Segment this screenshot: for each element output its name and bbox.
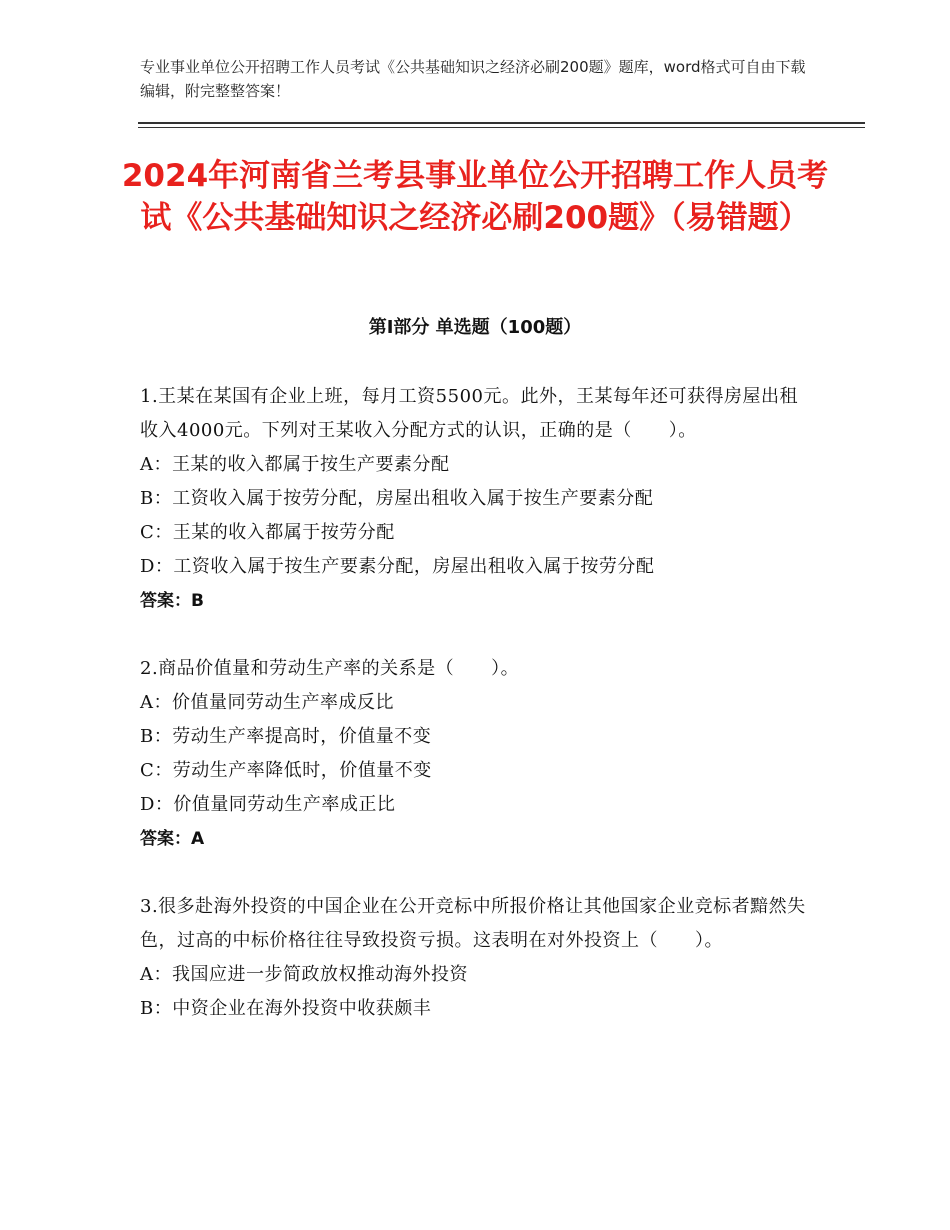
header-divider-thin — [138, 127, 865, 128]
header-note: 专业事业单位公开招聘工作人员考试《公共基础知识之经济必刷200题》题库，word格式可自由下载编辑，附完整整答案！ — [140, 58, 806, 100]
question-list — [140, 380, 810, 1060]
question-1 — [140, 380, 810, 618]
option-c: C：劳动生产率降低时，价值量不变 — [140, 760, 432, 781]
question-3 — [140, 890, 810, 1026]
document-title: 2024年河南省兰考县事业单位公开招聘工作人员考试《公共基础知识之经济必刷200题》（易错题） — [121, 158, 829, 236]
question-stem: 1.王某在某国有企业上班，每月工资5500元。此外，王某每年还可获得房屋出租收入4000元。下列对王某收入分配方式的认识，正确的是（ ）。 — [140, 386, 798, 441]
option-b: B：中资企业在海外投资中收获颇丰 — [140, 998, 432, 1019]
option-b: B：劳动生产率提高时，价值量不变 — [140, 726, 432, 747]
option-c: C：王某的收入都属于按劳分配 — [140, 522, 395, 543]
section-heading: 第Ⅰ部分 单选题（100题） — [368, 317, 582, 338]
option-b: B：工资收入属于按劳分配，房屋出租收入属于按生产要素分配 — [140, 488, 654, 509]
question-2 — [140, 652, 810, 856]
option-d: D：工资收入属于按生产要素分配，房屋出租收入属于按劳分配 — [140, 556, 655, 577]
answer: 答案：B — [140, 591, 204, 611]
answer: 答案：A — [140, 829, 205, 849]
option-d: D：价值量同劳动生产率成正比 — [140, 794, 396, 815]
question-stem: 2.商品价值量和劳动生产率的关系是（ ）。 — [140, 658, 520, 679]
header-divider — [138, 122, 865, 124]
option-a: A：价值量同劳动生产率成反比 — [140, 692, 394, 713]
option-a: A：我国应进一步简政放权推动海外投资 — [140, 964, 468, 985]
question-stem: 3.很多赴海外投资的中国企业在公开竞标中所报价格让其他国家企业竞标者黯然失色，过高的中标价格往往导致投资亏损。这表明在对外投资上（ ）。 — [140, 896, 806, 951]
option-a: A：王某的收入都属于按生产要素分配 — [140, 454, 450, 475]
